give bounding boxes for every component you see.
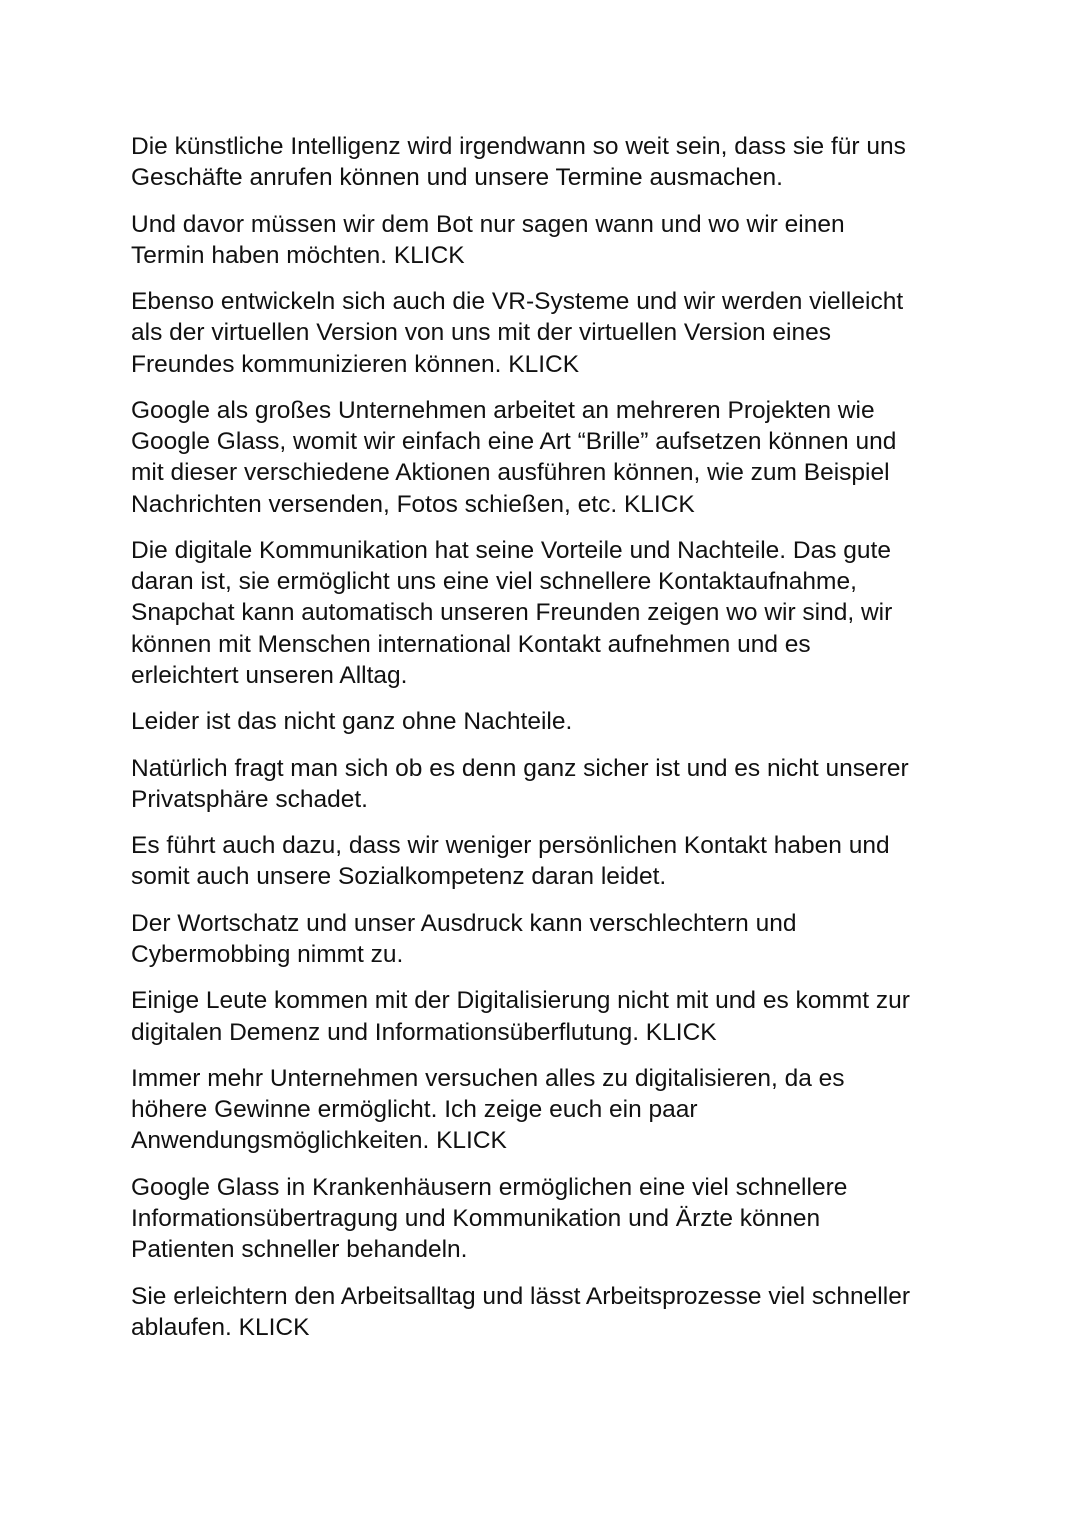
paragraph-nachteile-intro: Leider ist das nicht ganz ohne Nachteile. [131,708,573,736]
paragraph-sozialkompetenz: Es führt auch dazu, dass wir weniger persönlichen Kontakt haben und somit auch unsere Sozialkompetenz daran leidet. [131,832,890,891]
paragraph-vorteile: Die digitale Kommunikation hat seine Vorteile und Nachteile. Das gute daran ist, sie ermöglicht uns eine viel schnellere Kontaktaufnahme, Snapchat kann automatisch unseren Freunden zeigen wo wir sind, wir können mit Menschen international Kontakt aufnehmen und es erleichtert unseren Alltag. [131,536,893,689]
document-body [131,131,961,1358]
paragraph-krankenhaeuser: Google Glass in Krankenhäusern ermöglichen eine viel schnellere Informationsübertragung und Kommunikation und Ärzte können Patienten schneller behandeln. [131,1173,848,1264]
paragraph-wortschatz: Der Wortschatz und unser Ausdruck kann verschlechtern und Cybermobbing nimmt zu. [131,909,797,968]
paragraph-privatsphaere: Natürlich fragt man sich ob es denn ganz sicher ist und es nicht unserer Privatsphäre schadet. [131,754,909,813]
paragraph-google-glass: Google als großes Unternehmen arbeitet an mehreren Projekten wie Google Glass, womit wir einfach eine Art “Brille” aufsetzen können und mit dieser verschiedene Aktionen ausführen können, wie zum Beispiel Nachrichten versenden, Fotos schießen, etc. KLICK [131,396,897,518]
paragraph-vr-systeme: Ebenso entwickeln sich auch die VR-Systeme und wir werden vielleicht als der virtuellen Version von uns mit der virtuellen Version eines Freundes kommunizieren können. KLICK [131,288,904,378]
paragraph-unternehmen: Immer mehr Unternehmen versuchen alles zu digitalisieren, da es höhere Gewinne ermöglicht. Ich zeige euch ein paar Anwendungsmöglichkeiten. KLICK [131,1064,845,1155]
paragraph-digitale-demenz: Einige Leute kommen mit der Digitalisierung nicht mit und es kommt zur digitalen Demenz und Informationsüberflutung. KLICK [131,987,910,1046]
paragraph-bot-termin: Und davor müssen wir dem Bot nur sagen wann und wo wir einen Termin haben möchten. KLICK [131,210,845,269]
paragraph-ki-termine: Die künstliche Intelligenz wird irgendwann so weit sein, dass sie für uns Geschäfte anrufen können und unsere Termine ausmachen. [131,133,906,192]
paragraph-arbeitsalltag: Sie erleichtern den Arbeitsalltag und lässt Arbeitsprozesse viel schneller ablaufen. KLICK [131,1282,910,1341]
